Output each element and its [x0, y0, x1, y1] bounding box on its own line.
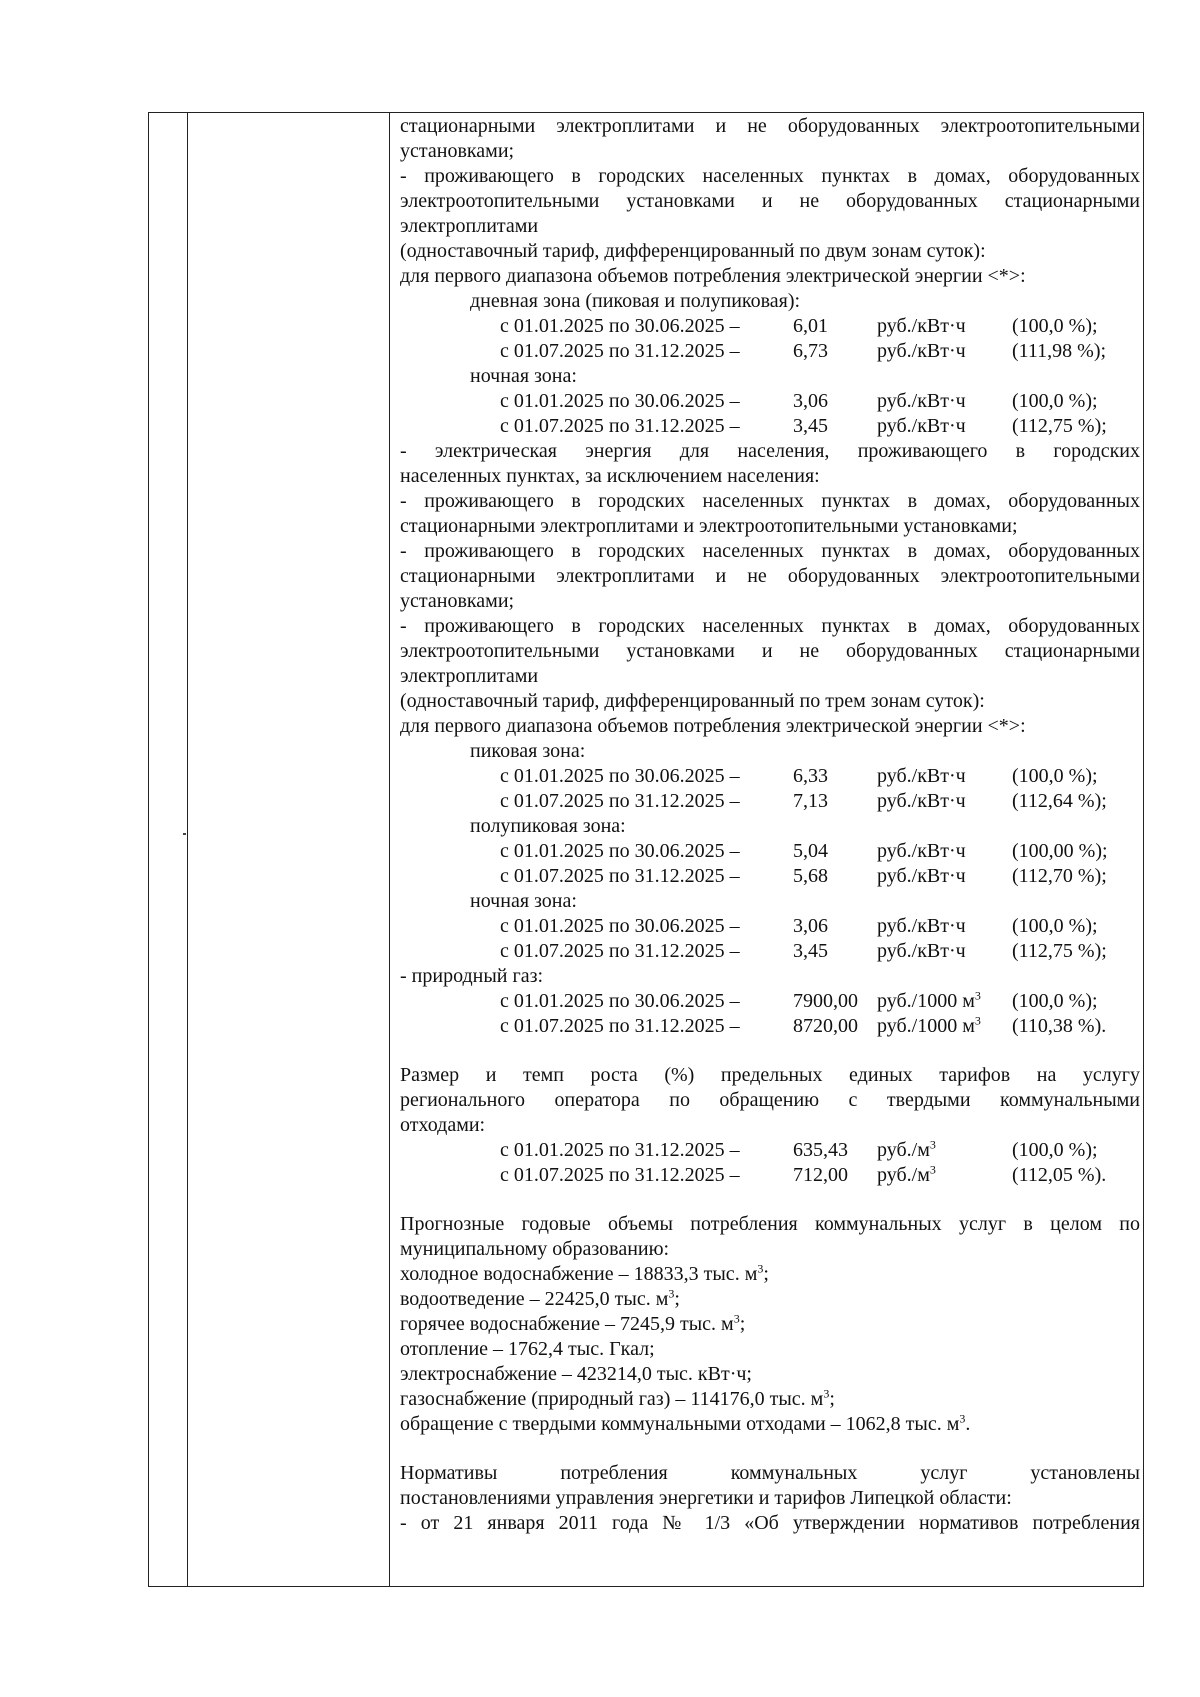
- paragraph-gap: [400, 1039, 1140, 1063]
- text-line: (одноставочный тариф, дифференцированный по трем зонам суток):: [400, 690, 985, 712]
- text-line: установками;: [400, 140, 515, 162]
- tariff-unit: руб./кВт·ч: [877, 790, 966, 812]
- text-line: электроплитами: [400, 665, 539, 687]
- tariff-growth-percent: (100,0 %);: [1012, 990, 1098, 1012]
- tariff-value: 6,33: [793, 765, 828, 787]
- text-line: электроплитами: [400, 215, 539, 237]
- tariff-growth-percent: (100,0 %);: [1012, 915, 1098, 937]
- tariff-value: 3,45: [793, 415, 828, 437]
- tariff-period: с 01.01.2025 по 30.06.2025 –: [500, 390, 740, 412]
- superscript: 3: [929, 1137, 936, 1152]
- text-line: установками;: [400, 590, 515, 612]
- tariff-growth-percent: (100,0 %);: [1012, 315, 1098, 337]
- tariff-unit: руб./1000 $м^3$: [877, 1013, 981, 1037]
- paragraph-gap: [400, 1437, 1140, 1461]
- tariff-period: с 01.07.2025 по 31.12.2025 –: [500, 940, 740, 962]
- tariff-growth-percent: (100,00 %);: [1012, 840, 1108, 862]
- tariff-value: 3,06: [793, 915, 828, 937]
- superscript: 3: [668, 1286, 675, 1301]
- superscript: 3: [733, 1311, 740, 1326]
- tariff-period: с 01.07.2025 по 31.12.2025 –: [500, 340, 740, 362]
- tariff-row: [400, 389, 1140, 414]
- text-line: стационарными электроплитами и не оборудованных электроотопительными: [400, 565, 1140, 587]
- tariff-unit: руб./кВт·ч: [877, 940, 966, 962]
- tariff-growth-percent: (112,64 %);: [1012, 790, 1107, 812]
- text-line: стационарными электроплитами и электроотопительными установками;: [400, 515, 1018, 537]
- tariff-row: [400, 989, 1140, 1014]
- tariff-unit: руб./кВт·ч: [877, 915, 966, 937]
- tariff-unit: $руб./м^3$: [877, 1137, 936, 1161]
- tariff-value: 6,01: [793, 315, 828, 337]
- text-line: населенных пунктах, за исключением населения:: [400, 465, 820, 487]
- tariff-growth-percent: (112,75 %);: [1012, 940, 1107, 962]
- tariff-period: с 01.07.2025 по 31.12.2025 –: [500, 415, 740, 437]
- tariff-unit: руб./кВт·ч: [877, 865, 966, 887]
- tariff-row: [400, 789, 1140, 814]
- tariff-period: с 01.07.2025 по 31.12.2025 –: [500, 790, 740, 812]
- text-line: - проживающего в городских населенных пунктах в домах, оборудованных: [400, 540, 1140, 562]
- zone-label: ночная зона:: [470, 890, 577, 912]
- text-line: регионального оператора по обращению с твердыми коммунальными: [400, 1089, 1140, 1111]
- tariff-row: [400, 1014, 1140, 1039]
- superscript: 3: [974, 1013, 981, 1028]
- tariff-unit: руб./кВт·ч: [877, 340, 966, 362]
- tariff-unit: руб./кВт·ч: [877, 315, 966, 337]
- tariff-value: 7,13: [793, 790, 828, 812]
- tariff-row: [400, 764, 1140, 789]
- tariff-growth-percent: (112,70 %);: [1012, 865, 1107, 887]
- text-line: электроотопительными установками и не оборудованных стационарными: [400, 640, 1140, 662]
- tariff-growth-percent: (112,75 %);: [1012, 415, 1107, 437]
- forecast-item: электроснабжение – 423214,0 тыс. кВт·ч;: [400, 1363, 752, 1385]
- superscript: 3: [974, 988, 981, 1003]
- tariff-value: 7900,00: [793, 990, 858, 1012]
- text-line: Размер и темп роста (%) предельных единых тарифов на услугу: [400, 1064, 1140, 1086]
- forecast-item: обращение с твердыми коммунальными отходами – 1062,8 тыс. $м^3$.: [400, 1411, 971, 1435]
- tariff-value: 3,06: [793, 390, 828, 412]
- superscript: 3: [929, 1162, 936, 1177]
- scan-speck: [183, 833, 186, 835]
- text-line: стационарными электроплитами и не оборудованных электроотопительными: [400, 115, 1140, 137]
- text-line: - от 21 января 2011 года № 1/3 «Об утверждении нормативов потребления: [400, 1512, 1140, 1534]
- tariff-period: с 01.01.2025 по 30.06.2025 –: [500, 315, 740, 337]
- tariff-growth-percent: (110,38 %).: [1012, 1015, 1107, 1037]
- forecast-item: отопление – 1762,4 тыс. Гкал;: [400, 1338, 655, 1360]
- text-line: - проживающего в городских населенных пунктах в домах, оборудованных: [400, 615, 1140, 637]
- tariff-period: с 01.01.2025 по 30.06.2025 –: [500, 840, 740, 862]
- tariff-row: [400, 314, 1140, 339]
- text-line: постановлениями управления энергетики и тарифов Липецкой области:: [400, 1487, 1012, 1509]
- tariff-growth-percent: (112,05 %).: [1012, 1164, 1107, 1186]
- text-line: для первого диапазона объемов потребления электрической энергии <*>:: [400, 715, 1026, 737]
- table-column-divider-2: [389, 113, 390, 1586]
- tariff-value: 5,68: [793, 865, 828, 887]
- tariff-value: 712,00: [793, 1164, 848, 1186]
- text-line: - электрическая энергия для населения, проживающего в городских: [400, 440, 1140, 462]
- forecast-item: холодное водоснабжение – 18833,3 тыс. $м^3$;: [400, 1261, 769, 1285]
- tariff-row: [400, 914, 1140, 939]
- tariff-value: 8720,00: [793, 1015, 858, 1037]
- tariff-row: [400, 939, 1140, 964]
- tariff-row: [400, 864, 1140, 889]
- tariff-period: с 01.07.2025 по 31.12.2025 –: [500, 865, 740, 887]
- text-line: электроотопительными установками и не оборудованных стационарными: [400, 190, 1140, 212]
- table-text-cell: [400, 114, 1140, 1536]
- tariff-unit: руб./1000 $м^3$: [877, 988, 981, 1012]
- tariff-value: 3,45: [793, 940, 828, 962]
- tariff-period: с 01.07.2025 по 31.12.2025 –: [500, 1015, 740, 1037]
- tariff-value: 6,73: [793, 340, 828, 362]
- zone-label: пиковая зона:: [470, 740, 586, 762]
- text-line: Нормативы потребления коммунальных услуг установлены: [400, 1462, 1140, 1484]
- tariff-growth-percent: (111,98 %);: [1012, 340, 1107, 362]
- tariff-unit: $руб./м^3$: [877, 1162, 936, 1186]
- forecast-item: горячее водоснабжение – 7245,9 тыс. $м^3$;: [400, 1311, 746, 1335]
- text-line: отходами:: [400, 1114, 486, 1136]
- tariff-row: [400, 339, 1140, 364]
- text-line: - проживающего в городских населенных пунктах в домах, оборудованных: [400, 490, 1140, 512]
- tariff-unit: руб./кВт·ч: [877, 415, 966, 437]
- zone-label: дневная зона (пиковая и полупиковая):: [470, 290, 801, 312]
- tariff-row: [400, 1163, 1140, 1188]
- text-line: муниципальному образованию:: [400, 1238, 670, 1260]
- tariff-period: с 01.01.2025 по 31.12.2025 –: [500, 1139, 740, 1161]
- tariff-unit: руб./кВт·ч: [877, 765, 966, 787]
- table-column-divider-1: [187, 113, 188, 1586]
- tariff-period: с 01.01.2025 по 30.06.2025 –: [500, 990, 740, 1012]
- zone-label: ночная зона:: [470, 365, 577, 387]
- tariff-growth-percent: (100,0 %);: [1012, 390, 1098, 412]
- tariff-row: [400, 839, 1140, 864]
- tariff-value: 5,04: [793, 840, 828, 862]
- zone-label: полупиковая зона:: [470, 815, 626, 837]
- text-line: для первого диапазона объемов потребления электрической энергии <*>:: [400, 265, 1026, 287]
- tariff-period: с 01.01.2025 по 30.06.2025 –: [500, 915, 740, 937]
- section-label: - природный газ:: [400, 965, 544, 987]
- superscript: 3: [959, 1411, 966, 1426]
- tariff-period: с 01.07.2025 по 31.12.2025 –: [500, 1164, 740, 1186]
- tariff-value: 635,43: [793, 1139, 848, 1161]
- tariff-growth-percent: (100,0 %);: [1012, 765, 1098, 787]
- forecast-item: газоснабжение (природный газ) – 114176,0 тыс. $м^3$;: [400, 1386, 835, 1410]
- tariff-growth-percent: (100,0 %);: [1012, 1139, 1098, 1161]
- tariff-row: [400, 414, 1140, 439]
- text-line: - проживающего в городских населенных пунктах в домах, оборудованных: [400, 165, 1140, 187]
- tariff-unit: руб./кВт·ч: [877, 840, 966, 862]
- paragraph-gap: [400, 1188, 1140, 1212]
- text-line: (одноставочный тариф, дифференцированный по двум зонам суток):: [400, 240, 986, 262]
- superscript: 3: [757, 1261, 764, 1276]
- superscript: 3: [823, 1386, 830, 1401]
- text-line: Прогнозные годовые объемы потребления коммунальных услуг в целом по: [400, 1213, 1140, 1235]
- tariff-unit: руб./кВт·ч: [877, 390, 966, 412]
- forecast-item: водоотведение – 22425,0 тыс. $м^3$;: [400, 1286, 680, 1310]
- tariff-period: с 01.01.2025 по 30.06.2025 –: [500, 765, 740, 787]
- tariff-row: [400, 1138, 1140, 1163]
